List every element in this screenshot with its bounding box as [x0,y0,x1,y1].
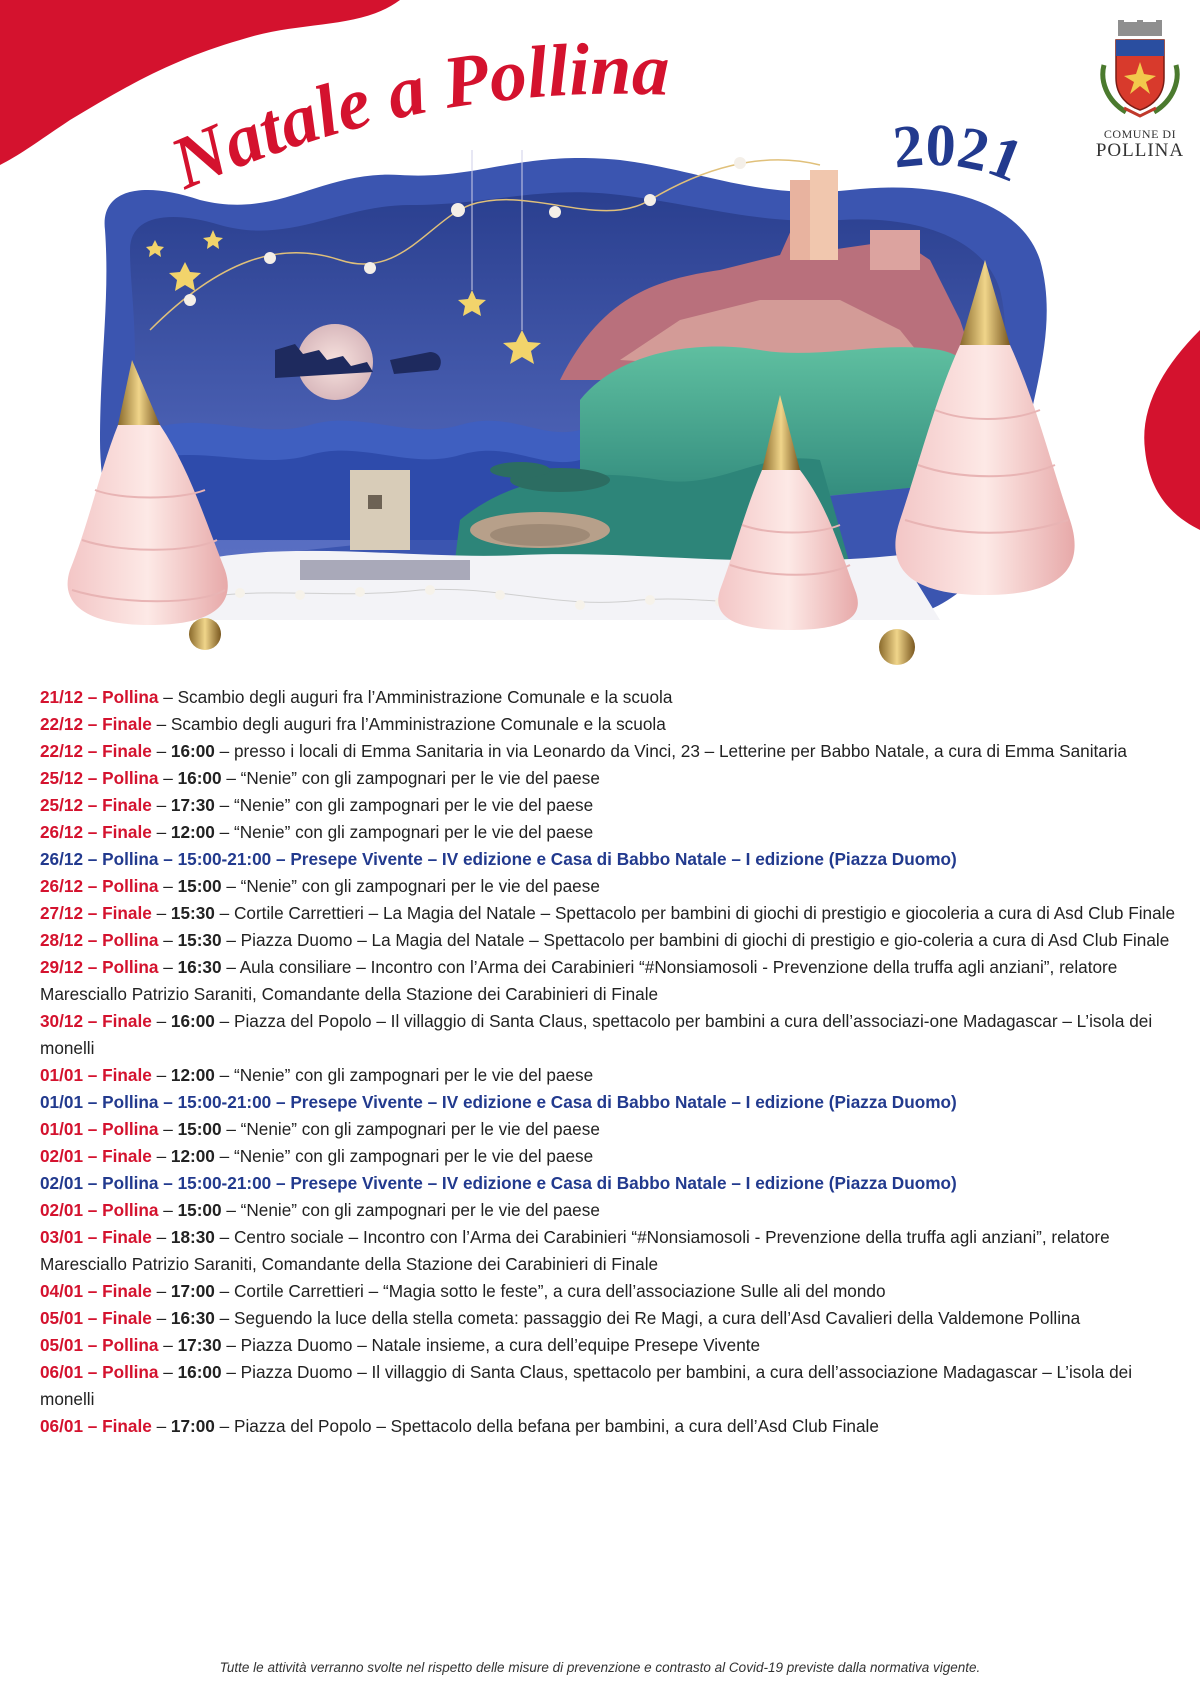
event-item: 25/12 – Pollina – 16:00 – “Nenie” con gli zampognari per le vie del paese [40,768,600,788]
crest-caption-line1: COMUNE DI [1103,127,1177,141]
event-item: 06/01 – Finale – 17:00 – Piazza del Popolo – Spettacolo della befana per bambini, a cura dell’Asd Club Finale [40,1416,879,1436]
event-item-highlighted [40,1170,1180,1197]
event-description: – “Nenie” con gli zampognari per le vie del paese [214,1065,594,1085]
event-date-location: 02/01 – Finale [40,1146,152,1166]
event-description: – Cortile Carrettieri – La Magia del Natale – Spettacolo per bambini di giochi di prestigio e giocoleria a cura di Asd Club Finale [214,903,1176,923]
event-date-location: 06/01 – Finale [40,1416,152,1436]
footer-note: Tutte le attività verranno svolte nel rispetto delle misure di prevenzione e contrasto al Covid-19 previste dalla normativa vigente. [219,1660,981,1675]
event-item: 05/01 – Pollina – 17:30 – Piazza Duomo – Natale insieme, a cura dell’equipe Presepe Vivente [40,1335,761,1355]
event-time: 16:30 [177,957,222,977]
event-item: 29/12 – Pollina – 16:30 – Aula consiliare – Incontro con l’Arma dei Carabinieri “#Nonsiamosoli - Prevenzione della truffa agli anziani”, relatore Maresciallo Patrizio Saraniti, Comandante della Stazione dei Carabinieri di Finale [40,957,1118,1004]
event-time: 16:00 [177,1362,222,1382]
event-list [40,684,1180,1440]
event-item: 25/12 – Finale – 17:30 – “Nenie” con gli zampognari per le vie del paese [40,795,594,815]
event-description: – Cortile Carrettieri – “Magia sotto le feste”, a cura dell’associazione Sulle ali del mondo [214,1281,886,1301]
event-time: 15:00 [177,876,222,896]
title-main: Natale a Pollina [159,28,671,206]
municipality-crest [1085,20,1195,160]
event-item: 04/01 – Finale – 17:00 – Cortile Carrettieri – “Magia sotto le feste”, a cura dell’associazione Sulle ali del mondo [40,1281,886,1301]
page-title [0,0,1200,260]
event-item: 26/12 – Finale – 12:00 – “Nenie” con gli zampognari per le vie del paese [40,822,594,842]
event-date-location: 29/12 – Pollina [40,957,159,977]
event-description: – “Nenie” con gli zampognari per le vie del paese [214,1146,594,1166]
event-time: 15:30 [170,903,215,923]
event-item [40,684,1180,711]
event-date-location: 26/12 – Pollina – 15:00-21:00 – Presepe Vivente – IV edizione e Casa di Babbo Natale – I edizione (Piazza Duomo) [40,849,957,869]
event-description: – Piazza Duomo – Il villaggio di Santa Claus, spettacolo per bambini, a cura dell’associazione Madagascar – L’isola dei monelli [40,1362,1133,1409]
event-date-location: 22/12 – Finale [40,714,152,734]
event-date-location: 26/12 – Pollina [40,876,159,896]
event-description: – “Nenie” con gli zampognari per le vie del paese [214,822,594,842]
event-description: – Scambio degli auguri fra l’Amministrazione Comunale e la scuola [158,687,673,707]
event-date-location: 21/12 – Pollina [40,687,159,707]
event-time: 12:00 [170,1146,215,1166]
event-time: 15:30 [177,930,222,950]
event-description: – Piazza Duomo – Natale insieme, a cura dell’equipe Presepe Vivente [221,1335,761,1355]
event-date-location: 28/12 – Pollina [40,930,159,950]
title-year: 2021 [890,111,1032,195]
event-description: – presso i locali di Emma Sanitaria in via Leonardo da Vinci, 23 – Letterine per Babbo Natale, a cura di Emma Sanitaria [214,741,1127,761]
event-item: 26/12 – Pollina – 15:00 – “Nenie” con gli zampognari per le vie del paese [40,876,600,896]
event-time: 16:00 [170,1011,215,1031]
event-description: – “Nenie” con gli zampognari per le vie del paese [214,795,594,815]
event-description: – Seguendo la luce della stella cometa: passaggio dei Re Magi, a cura dell’Asd Cavalieri della Valdemone Pollina [214,1308,1081,1328]
event-date-location: 25/12 – Finale [40,795,152,815]
event-date-location: 25/12 – Pollina [40,768,159,788]
event-time: 17:00 [170,1416,215,1436]
event-item: 02/01 – Finale – 12:00 – “Nenie” con gli zampognari per le vie del paese [40,1146,594,1166]
event-time: 17:00 [170,1281,215,1301]
event-description: – “Nenie” con gli zampognari per le vie del paese [221,876,600,896]
event-description: – Piazza del Popolo – Il villaggio di Santa Claus, spettacolo per bambini a cura dell’associazi-one Madagascar – L’isola dei monelli [40,1011,1153,1058]
event-date-location: 03/01 – Finale [40,1227,152,1247]
event-item: 03/01 – Finale – 18:30 – Centro sociale – Incontro con l’Arma dei Carabinieri “#Nonsiamosoli - Prevenzione della truffa agli anziani”, relatore Maresciallo Patrizio Saraniti, Comandante della Stazione dei Carabinieri di Finale [40,1227,1110,1274]
event-date-location: 01/01 – Pollina – 15:00-21:00 – Presepe Vivente – IV edizione e Casa di Babbo Natale – I edizione (Piazza Duomo) [40,1092,957,1112]
event-date-location: 22/12 – Finale [40,741,152,761]
event-time: 16:00 [177,768,222,788]
svg-text:2021 [890,112,1032,195]
event-item: 06/01 – Pollina – 16:00 – Piazza Duomo – Il villaggio di Santa Claus, spettacolo per bambini, a cura dell’associazione Madagascar – L’isola dei monelli [40,1362,1133,1409]
event-date-location: 05/01 – Pollina [40,1335,159,1355]
event-time: 18:30 [170,1227,215,1247]
event-date-location: 30/12 – Finale [40,1011,152,1031]
event-item: 01/01 – Finale – 12:00 – “Nenie” con gli zampognari per le vie del paese [40,1065,594,1085]
event-date-location: 01/01 – Pollina [40,1119,159,1139]
event-time: 12:00 [170,822,215,842]
event-item: 05/01 – Finale – 16:30 – Seguendo la luce della stella cometa: passaggio dei Re Magi, a cura dell’Asd Cavalieri della Valdemone Pollina [40,1308,1081,1328]
event-time: 16:30 [170,1308,215,1328]
event-item: 01/01 – Pollina – 15:00 – “Nenie” con gli zampognari per le vie del paese [40,1119,600,1139]
event-date-location: 06/01 – Pollina [40,1362,159,1382]
event-description: – Piazza Duomo – La Magia del Natale – Spettacolo per bambini di giochi di prestigio e gio-coleria a cura di Asd Club Finale [221,930,1170,950]
event-item: 22/12 – Finale – 16:00 – presso i locali di Emma Sanitaria in via Leonardo da Vinci, 23 – Letterine per Babbo Natale, a cura di Emma Sanitaria [40,741,1127,761]
event-time: 12:00 [170,1065,215,1085]
event-description: – “Nenie” con gli zampognari per le vie del paese [221,1200,600,1220]
event-description: – Piazza del Popolo – Spettacolo della befana per bambini, a cura dell’Asd Club Finale [214,1416,879,1436]
event-date-location: 02/01 – Pollina [40,1200,159,1220]
event-item: 02/01 – Pollina – 15:00 – “Nenie” con gli zampognari per le vie del paese [40,1200,600,1220]
event-date-location: 26/12 – Finale [40,822,152,842]
event-time: 15:00 [177,1119,222,1139]
event-date-location: 01/01 – Finale [40,1065,152,1085]
event-date-location: 02/01 – Pollina – 15:00-21:00 – Presepe Vivente – IV edizione e Casa di Babbo Natale – I edizione (Piazza Duomo) [40,1173,957,1193]
event-item-highlighted [40,846,1180,873]
event-time: 17:30 [170,795,215,815]
event-description: – “Nenie” con gli zampognari per le vie del paese [221,1119,600,1139]
event-date-location: 04/01 – Finale [40,1281,152,1301]
event-description: – Scambio degli auguri fra l’Amministrazione Comunale e la scuola [151,714,666,734]
event-time: 17:30 [177,1335,222,1355]
event-time: 16:00 [170,741,215,761]
coat-of-arms-icon [1096,20,1184,120]
event-item-highlighted [40,1089,1180,1116]
event-description: – “Nenie” con gli zampognari per le vie del paese [221,768,600,788]
event-item: 30/12 – Finale – 16:00 – Piazza del Popolo – Il villaggio di Santa Claus, spettacolo per bambini a cura dell’associazi-one Madagascar – L’isola dei monelli [40,1011,1153,1058]
event-item: 28/12 – Pollina – 15:30 – Piazza Duomo – La Magia del Natale – Spettacolo per bambini di giochi di prestigio e gio-coleria a cura di Asd Club Finale [40,930,1170,950]
event-time: 15:00 [177,1200,222,1220]
svg-text:Natale a Pollina [159,29,671,206]
event-item: 27/12 – Finale – 15:30 – Cortile Carrettieri – La Magia del Natale – Spettacolo per bambini di giochi di prestigio e giocoleria a cura di Asd Club Finale [40,903,1176,923]
event-description: – Centro sociale – Incontro con l’Arma dei Carabinieri “#Nonsiamosoli - Prevenzione della truffa agli anziani”, relatore Maresciallo Patrizio Saraniti, Comandante della Stazione dei Carabinieri di Finale [40,1227,1110,1274]
event-description: – Aula consiliare – Incontro con l’Arma dei Carabinieri “#Nonsiamosoli - Prevenzione della truffa agli anziani”, relatore Maresciallo Patrizio Saraniti, Comandante della Stazione dei Carabinieri di Finale [40,957,1118,1004]
event-date-location: 27/12 – Finale [40,903,152,923]
crest-caption-line2: POLLINA [1095,140,1185,161]
event-item [40,711,1180,738]
event-date-location: 05/01 – Finale [40,1308,152,1328]
